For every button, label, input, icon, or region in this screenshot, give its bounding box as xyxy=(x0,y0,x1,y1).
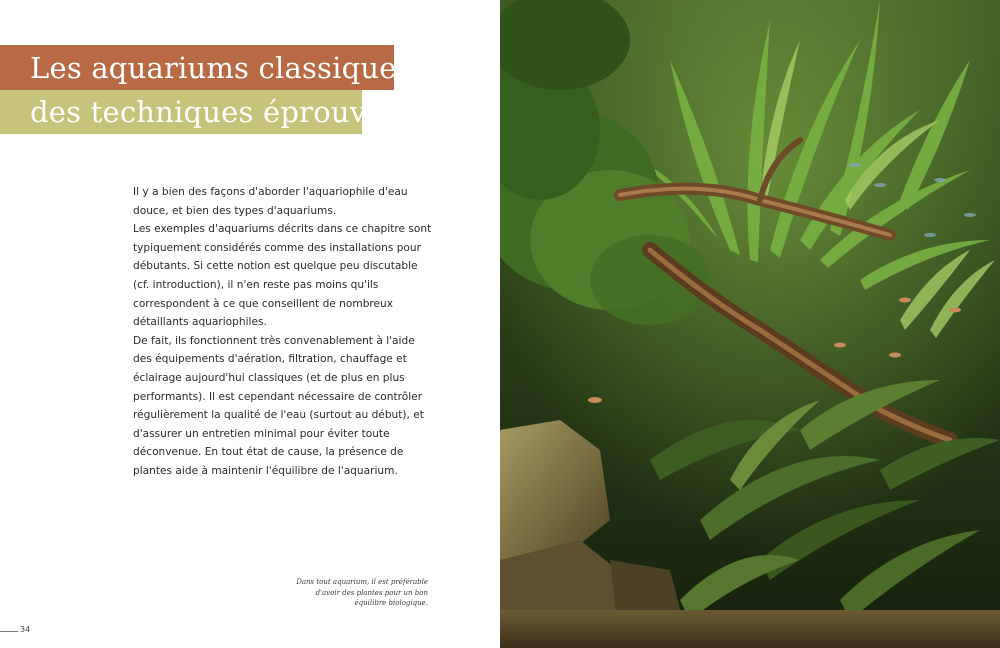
aquarium-photo xyxy=(500,0,1000,648)
aquarium-illustration xyxy=(500,0,1000,648)
body-paragraph-3: De fait, ils fonctionnent très convenablement à l'aide des équipements d'aération, filtration, chauffage et éclairage aujourd'hui classiques (et de plus en plus performants). Il est cependant nécessaire de contrôler régulièrement la qualité de l'eau (surtout au début), et d'assurer un entretien minimal pour éviter toute déconvenue. En tout état de cause, la présence de plantes aide à maintenir l'équilibre de l'aquarium. xyxy=(133,334,424,477)
page-number: 34 xyxy=(20,625,31,634)
substrate xyxy=(500,610,1000,648)
title-band-terracotta xyxy=(0,45,432,90)
body-paragraph-2: Les exemples d'aquariums décrits dans ce chapitre sont typiquement considérés comme des installations pour débutants. Si cette notion est quelque peu discutable (cf. introduction), il n'en reste pas moins qu'ils correspondent à ce que conseillent de nombreux détaillants aquariophiles. xyxy=(133,223,432,329)
chapter-title-line-2: des techniques éprouvées xyxy=(30,95,417,129)
chapter-title-line-1: Les aquariums classiques : xyxy=(30,51,432,85)
page-number-rule xyxy=(0,631,18,632)
photo-caption: Dans tout aquarium, il est préférable d'avoir des plantes pour un bon équilibre biologique. xyxy=(296,578,428,607)
body-text xyxy=(133,183,433,481)
title-band-olive xyxy=(0,90,417,134)
body-paragraph-1: Il y a bien des façons d'aborder l'aquariophile d'eau douce, et bien des types d'aquariums. xyxy=(133,186,408,217)
